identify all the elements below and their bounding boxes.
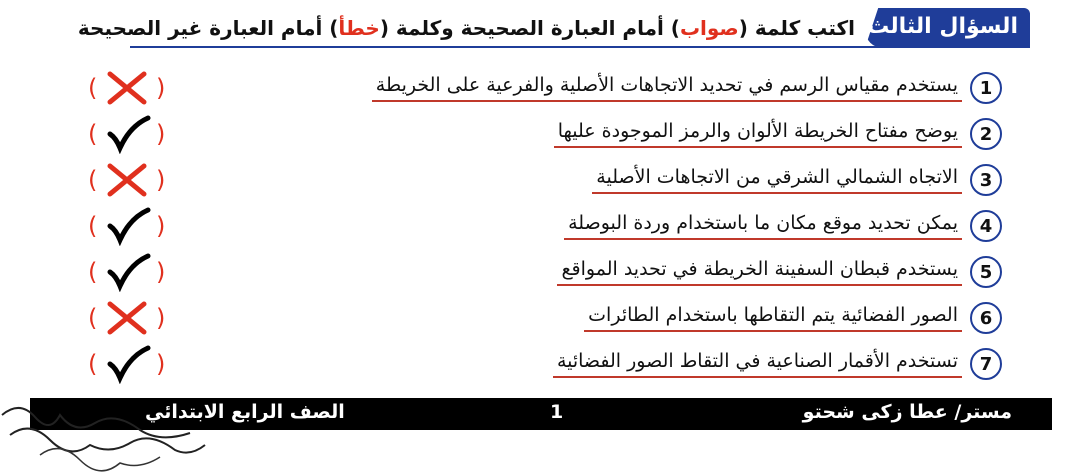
question-row — [584, 298, 1002, 338]
check-mark-icon — [102, 206, 152, 246]
question-row — [592, 160, 1002, 200]
close-paren: ) — [156, 304, 166, 332]
question-number: 5 — [970, 256, 1002, 288]
x-mark-icon — [102, 68, 152, 108]
x-mark-icon — [102, 298, 152, 338]
signature-image — [0, 395, 215, 473]
open-paren: ( — [88, 304, 98, 332]
answer-box — [88, 344, 168, 384]
close-paren: ) — [156, 212, 166, 240]
footer-grade: الصف الرابع الابتدائي — [145, 401, 345, 423]
question-number: 6 — [970, 302, 1002, 334]
question-number: 1 — [970, 72, 1002, 104]
instruction-part-2: ) أمام العبارة الصحيحة وكلمة ( — [379, 16, 680, 40]
question-text: يستخدم مقياس الرسم في تحديد الاتجاهات الأصلية والفرعية على الخريطة — [372, 74, 962, 102]
question-row — [372, 68, 1002, 108]
close-paren: ) — [156, 350, 166, 378]
question-number: 3 — [970, 164, 1002, 196]
instruction-false-word: خطأ — [338, 16, 380, 40]
question-text: يستخدم قبطان السفينة الخريطة في تحديد المواقع — [557, 258, 962, 286]
close-paren: ) — [156, 166, 166, 194]
close-paren: ) — [156, 120, 166, 148]
open-paren: ( — [88, 120, 98, 148]
question-text: الاتجاه الشمالي الشرقي من الاتجاهات الأصلية — [592, 166, 962, 194]
question-header — [77, 8, 1030, 52]
open-paren: ( — [88, 74, 98, 102]
close-paren: ) — [156, 258, 166, 286]
open-paren: ( — [88, 258, 98, 286]
instruction-true-word: صواب — [679, 16, 739, 40]
question-text: يمكن تحديد موقع مكان ما باستخدام وردة البوصلة — [564, 212, 962, 240]
answer-box — [88, 114, 168, 154]
question-row — [553, 344, 1002, 384]
question-tab-label: السؤال الثالث — [867, 14, 1018, 39]
instruction-part-3: ) أمام العبارة غير الصحيحة — [77, 16, 339, 40]
x-mark-icon — [102, 160, 152, 200]
instruction-part-1: اكتب كلمة ( — [738, 16, 855, 40]
answer-box — [88, 160, 168, 200]
open-paren: ( — [88, 212, 98, 240]
open-paren: ( — [88, 166, 98, 194]
footer-author: مستر/ عطا زكى شحتو — [802, 401, 1012, 423]
check-mark-icon — [102, 252, 152, 292]
answer-box — [88, 68, 168, 108]
answer-box — [88, 206, 168, 246]
question-text: الصور الفضائية يتم التقاطها باستخدام الطائرات — [584, 304, 962, 332]
question-text: تستخدم الأقمار الصناعية في التقاط الصور الفضائية — [553, 350, 962, 378]
instruction — [78, 16, 855, 40]
check-mark-icon — [102, 114, 152, 154]
answer-box — [88, 298, 168, 338]
check-mark-icon — [102, 344, 152, 384]
question-row — [554, 114, 1002, 154]
question-row — [557, 252, 1002, 292]
question-number: 7 — [970, 348, 1002, 380]
question-text: يوضح مفتاح الخريطة الألوان والرمز الموجودة عليها — [554, 120, 962, 148]
question-number: 2 — [970, 118, 1002, 150]
open-paren: ( — [88, 350, 98, 378]
question-row — [564, 206, 1002, 246]
answer-box — [88, 252, 168, 292]
page-number: 1 — [550, 401, 564, 423]
question-number: 4 — [970, 210, 1002, 242]
close-paren: ) — [156, 74, 166, 102]
